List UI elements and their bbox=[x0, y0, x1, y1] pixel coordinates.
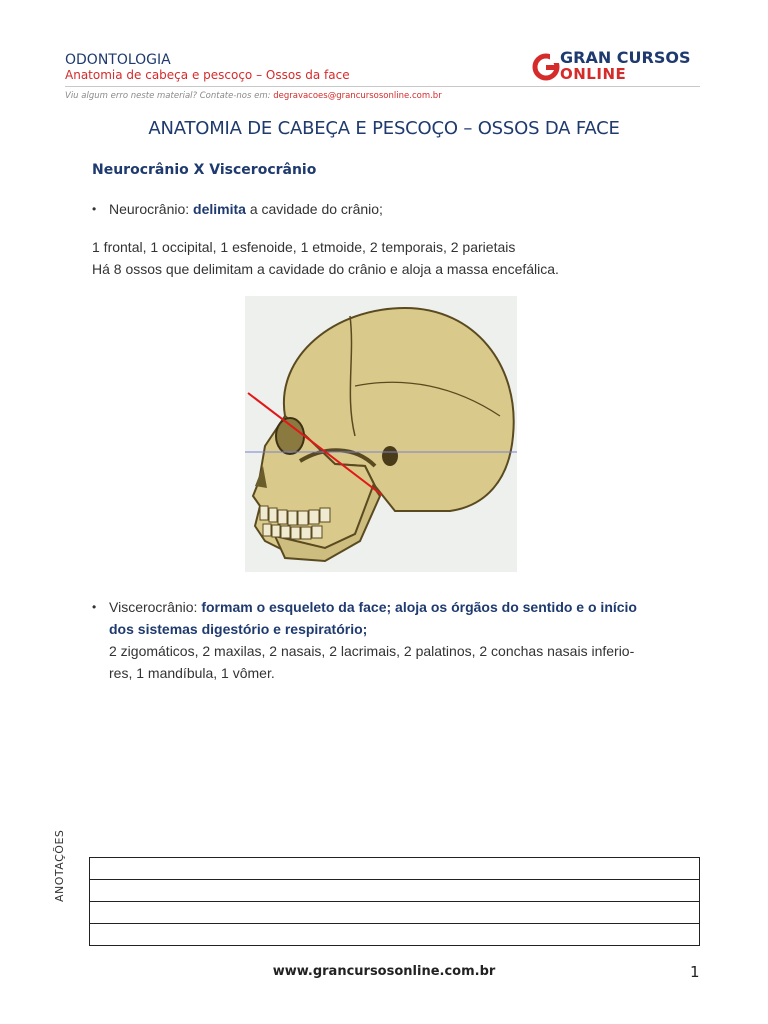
bullet-neurocranio bbox=[92, 198, 702, 220]
bullet-dot-icon: • bbox=[92, 600, 97, 614]
notes-line[interactable] bbox=[90, 858, 699, 880]
gran-cursos-logo[interactable] bbox=[532, 50, 702, 84]
error-report-bar bbox=[65, 86, 700, 101]
bullet-text bbox=[109, 596, 702, 684]
bullet2-prefix: Viscerocrânio: bbox=[109, 599, 202, 615]
g-logo-icon bbox=[532, 52, 560, 82]
bullet1-prefix: Neurocrânio: bbox=[109, 201, 194, 217]
paragraph-bones-list: 1 frontal, 1 occipital, 1 esfenoide, 1 etmoide, 2 temporais, 2 parietais bbox=[92, 239, 516, 255]
subtopic-label: Anatomia de cabeça e pescoço – Ossos da face bbox=[65, 68, 350, 82]
error-prompt: Viu algum erro neste material? Contate-nos em: bbox=[65, 91, 271, 101]
error-email-link[interactable]: degravacoes@grancursosonline.com.br bbox=[273, 91, 442, 101]
bullet-text bbox=[109, 198, 702, 220]
bullet2-body-line2: res, 1 mandíbula, 1 vômer. bbox=[109, 665, 275, 681]
bullet-viscerocranio bbox=[92, 596, 702, 684]
notes-box[interactable] bbox=[89, 857, 700, 946]
bullet1-bold: delimita bbox=[193, 201, 246, 217]
footer-website-link[interactable]: www.grancursosonline.com.br bbox=[272, 964, 496, 979]
page-number: 1 bbox=[690, 963, 700, 981]
bullet-dot-icon: • bbox=[92, 202, 97, 216]
bullet2-bold-line2: dos sistemas digestório e respiratório; bbox=[109, 621, 368, 637]
header-subject-block bbox=[65, 52, 350, 82]
bullet2-body-line1: 2 zigomáticos, 2 maxilas, 2 nasais, 2 lacrimais, 2 palatinos, 2 conchas nasais inferio- bbox=[109, 643, 635, 659]
notes-line[interactable] bbox=[90, 880, 699, 902]
notes-label: ANOTAÇÕES bbox=[53, 829, 66, 902]
notes-line[interactable] bbox=[90, 924, 699, 945]
logo-line-online: ONLINE bbox=[560, 65, 627, 83]
bullet2-bold-line1: formam o esqueleto da face; aloja os órgãos do sentido e o início bbox=[201, 599, 637, 615]
logo-line-gran: GRAN CURSOS bbox=[560, 48, 691, 67]
section-title: Neurocrânio X Viscerocrânio bbox=[92, 162, 317, 178]
skull-icon bbox=[245, 296, 517, 572]
page-title: ANATOMIA DE CABEÇA E PESCOÇO – OSSOS DA FACE bbox=[148, 118, 620, 139]
logo-wordmark bbox=[560, 50, 691, 82]
skull-lateral-illustration bbox=[245, 296, 517, 572]
notes-line[interactable] bbox=[90, 902, 699, 924]
subject-label: ODONTOLOGIA bbox=[65, 52, 171, 68]
paragraph-bones-count: Há 8 ossos que delimitam a cavidade do crânio e aloja a massa encefálica. bbox=[92, 261, 559, 277]
bullet1-suffix: a cavidade do crânio; bbox=[245, 201, 383, 217]
